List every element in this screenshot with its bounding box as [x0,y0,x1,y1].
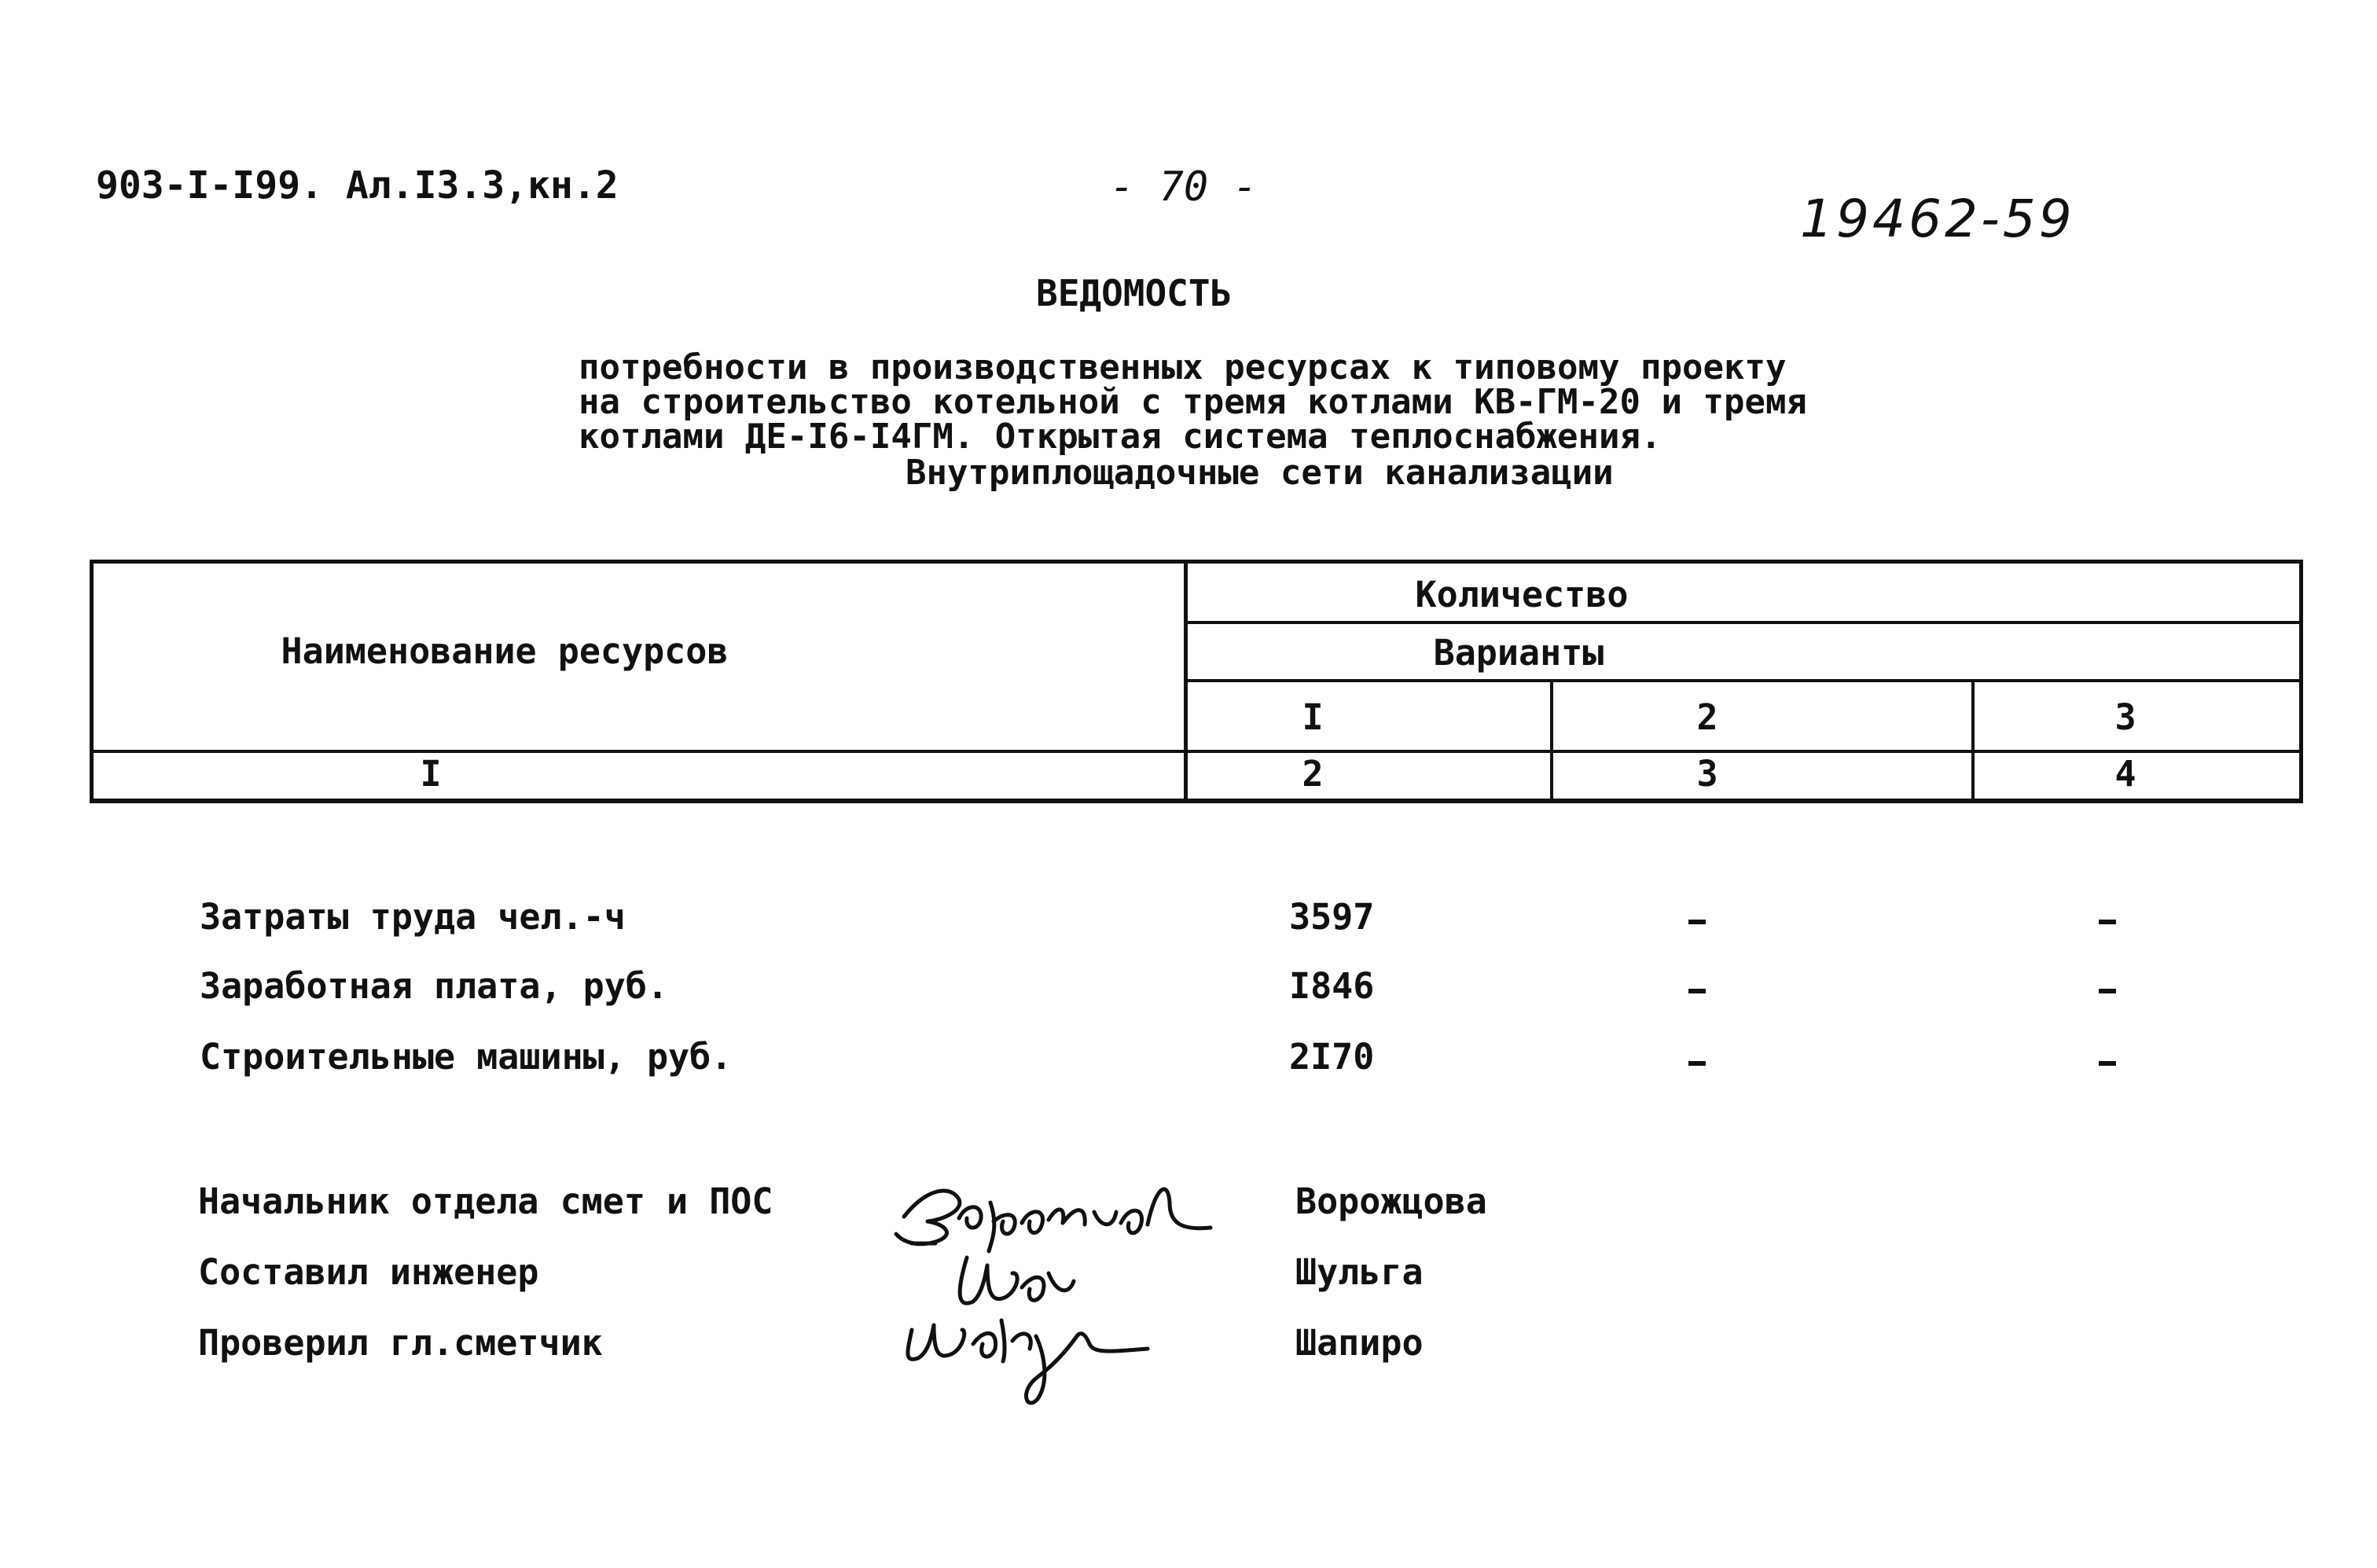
resource-table-header [90,560,2303,803]
quantity-header: Количество [1415,574,1629,615]
variant-number-3: 3 [2114,696,2136,738]
table-divider-v3 [1971,679,1975,803]
table-border-left [90,560,94,803]
row-value-wages-v1: I846 [1289,965,1375,1007]
row-value-wages-v2 [1688,989,1706,993]
variant-number-2: 2 [1696,696,1718,738]
row-label-machines: Строительные машины, руб. [200,1036,733,1078]
signature-name-head: Ворожцова [1295,1181,1487,1222]
handwritten-signatures [880,1155,1289,1415]
subtitle-line-2: на строительство котельной с тремя котлами КВ-ГМ-20 и тремя [579,382,1807,422]
table-divider-v2 [1550,679,1553,803]
table-rule-quantity [1184,621,2303,624]
row-value-labor-v1: 3597 [1289,896,1375,938]
row-value-wages-v3 [2099,989,2116,993]
registration-number: 19462-59 [1800,189,2075,249]
signature-role-engineer: Составил инженер [198,1251,539,1293]
row-value-machines-v2 [1688,1061,1706,1066]
subtitle-line-3: котлами ДЕ-I6-I4ГМ. Открытая система теплоснабжения. [579,417,1662,457]
row-label-wages: Заработная плата, руб. [200,965,669,1007]
signature-name-checker: Шапиро [1295,1322,1424,1364]
column-number-2: 2 [1302,753,1324,795]
signature-stroke-4 [908,1320,1148,1403]
page-number: - 70 - [1110,163,1258,211]
row-label-labor: Затраты труда чел.-ч [200,896,626,938]
subtitle-line-4: Внутриплощадочные сети канализации [906,453,1614,493]
variants-header: Варианты [1433,632,1604,674]
row-value-machines-v1: 2I70 [1289,1036,1375,1078]
document-code: 903-I-I99. Ал.I3.3,кн.2 [96,163,619,207]
signature-stroke-2 [959,1189,1211,1251]
signature-stroke-3 [960,1258,1074,1303]
column-number-1: I [420,753,442,795]
column-number-4: 4 [2114,753,2136,795]
table-border-top [90,560,2303,564]
col-name-header: Наименование ресурсов [281,630,729,672]
variant-number-1: I [1302,696,1324,738]
signature-name-engineer: Шульга [1295,1251,1424,1293]
signature-role-head: Начальник отдела смет и ПОС [198,1181,773,1222]
signature-stroke-1 [896,1191,960,1244]
document-title: ВЕДОМОСТЬ [1036,272,1233,314]
signature-role-checker: Проверил гл.сметчик [198,1322,603,1364]
subtitle-line-1: потребности в производственных ресурсах к типовому проекту [579,347,1787,387]
column-number-3: 3 [1696,753,1718,795]
table-rule-variants [1184,679,2303,682]
row-value-labor-v3 [2099,920,2116,924]
row-value-labor-v2 [1688,920,1706,924]
row-value-machines-v3 [2099,1061,2116,1066]
